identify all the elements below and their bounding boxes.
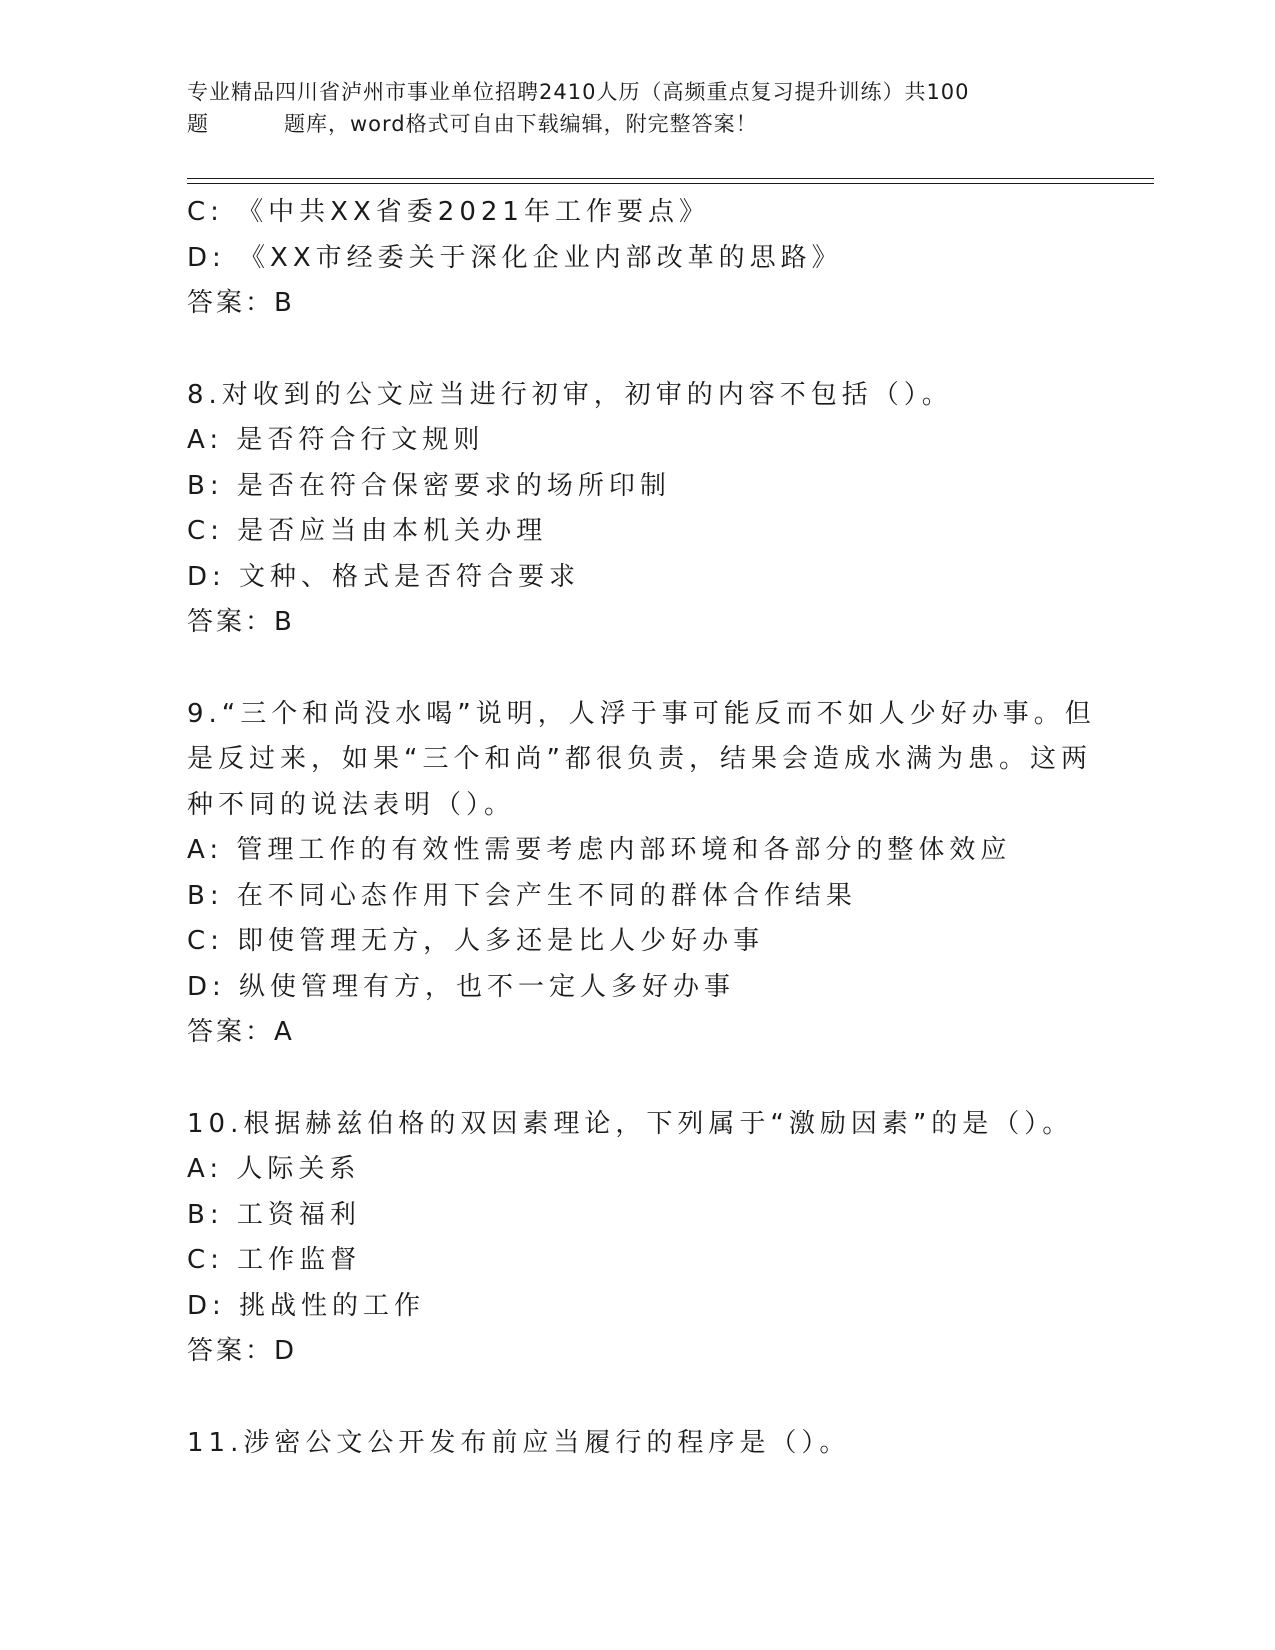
option-b: B: 是否在符合保密要求的场所印制 bbox=[187, 470, 671, 501]
question-stem: 8.对收到的公文应当进行初审，初审的内容不包括（）。 bbox=[187, 379, 953, 410]
question-stem-line-2: 是反过来，如果“三个和尚”都很负责，结果会造成水满为患。这两 bbox=[187, 744, 1092, 774]
option-a: A: 人际关系 bbox=[187, 1154, 361, 1184]
option-c: C: 工作监督 bbox=[187, 1245, 362, 1275]
header-title-line1: 专业精品四川省泸州市事业单位招聘2410人历（高频重点复习提升训练）共100 bbox=[187, 80, 970, 104]
option-d: D: 文种、格式是否符合要求 bbox=[187, 561, 581, 592]
document-header bbox=[187, 76, 1087, 140]
option-a: A: 管理工作的有效性需要考虑内部环境和各部分的整体效应 bbox=[187, 835, 1012, 865]
question-10 bbox=[187, 1102, 1087, 1375]
question-7 bbox=[187, 190, 1087, 327]
option-c: C: 是否应当由本机关办理 bbox=[187, 516, 548, 546]
option-a: A: 是否符合行文规则 bbox=[187, 425, 485, 455]
spacer bbox=[187, 1056, 1087, 1102]
header-title-line2-head: 题 bbox=[187, 112, 209, 136]
answer: 答案：D bbox=[187, 1336, 298, 1366]
spacer bbox=[187, 327, 1087, 373]
option-b: B: 在不同心态作用下会产生不同的群体合作结果 bbox=[187, 880, 857, 911]
option-d: D: 挑战性的工作 bbox=[187, 1290, 426, 1321]
answer: 答案：B bbox=[187, 607, 295, 637]
header-title-line2 bbox=[187, 108, 1087, 140]
option-b: B: 工资福利 bbox=[187, 1199, 361, 1230]
question-stem-line-1: 9.“三个和尚没水喝”说明，人浮于事可能反而不如人少好办事。但 bbox=[187, 698, 1096, 729]
header-title-line2-tail: 题库，word格式可自由下载编辑，附完整答案！ bbox=[284, 112, 758, 136]
question-stem: 10.根据赫兹伯格的双因素理论，下列属于“激励因素”的是（）。 bbox=[187, 1108, 1074, 1139]
header-divider-top bbox=[187, 178, 1154, 179]
spacer bbox=[187, 646, 1087, 692]
question-stem-line-3: 种不同的说法表明（）。 bbox=[187, 789, 516, 820]
option-c: C: 《中共XX省委2021年工作要点》 bbox=[187, 197, 710, 227]
question-9 bbox=[187, 692, 1096, 1056]
answer: 答案：A bbox=[187, 1017, 295, 1047]
question-11 bbox=[187, 1421, 1087, 1467]
option-c: C: 即使管理无方，人多还是比人少好办事 bbox=[187, 926, 765, 956]
option-d: D: 纵使管理有方，也不一定人多好办事 bbox=[187, 971, 736, 1002]
question-stem: 11.涉密公文公开发布前应当履行的程序是（）。 bbox=[187, 1427, 851, 1458]
option-d: D: 《XX市经委关于深化企业内部改革的思路》 bbox=[187, 242, 843, 273]
spacer bbox=[187, 1375, 1087, 1421]
header-divider-bottom bbox=[187, 183, 1154, 184]
question-list bbox=[187, 190, 1096, 1466]
question-8 bbox=[187, 373, 1087, 646]
answer: 答案：B bbox=[187, 288, 295, 318]
